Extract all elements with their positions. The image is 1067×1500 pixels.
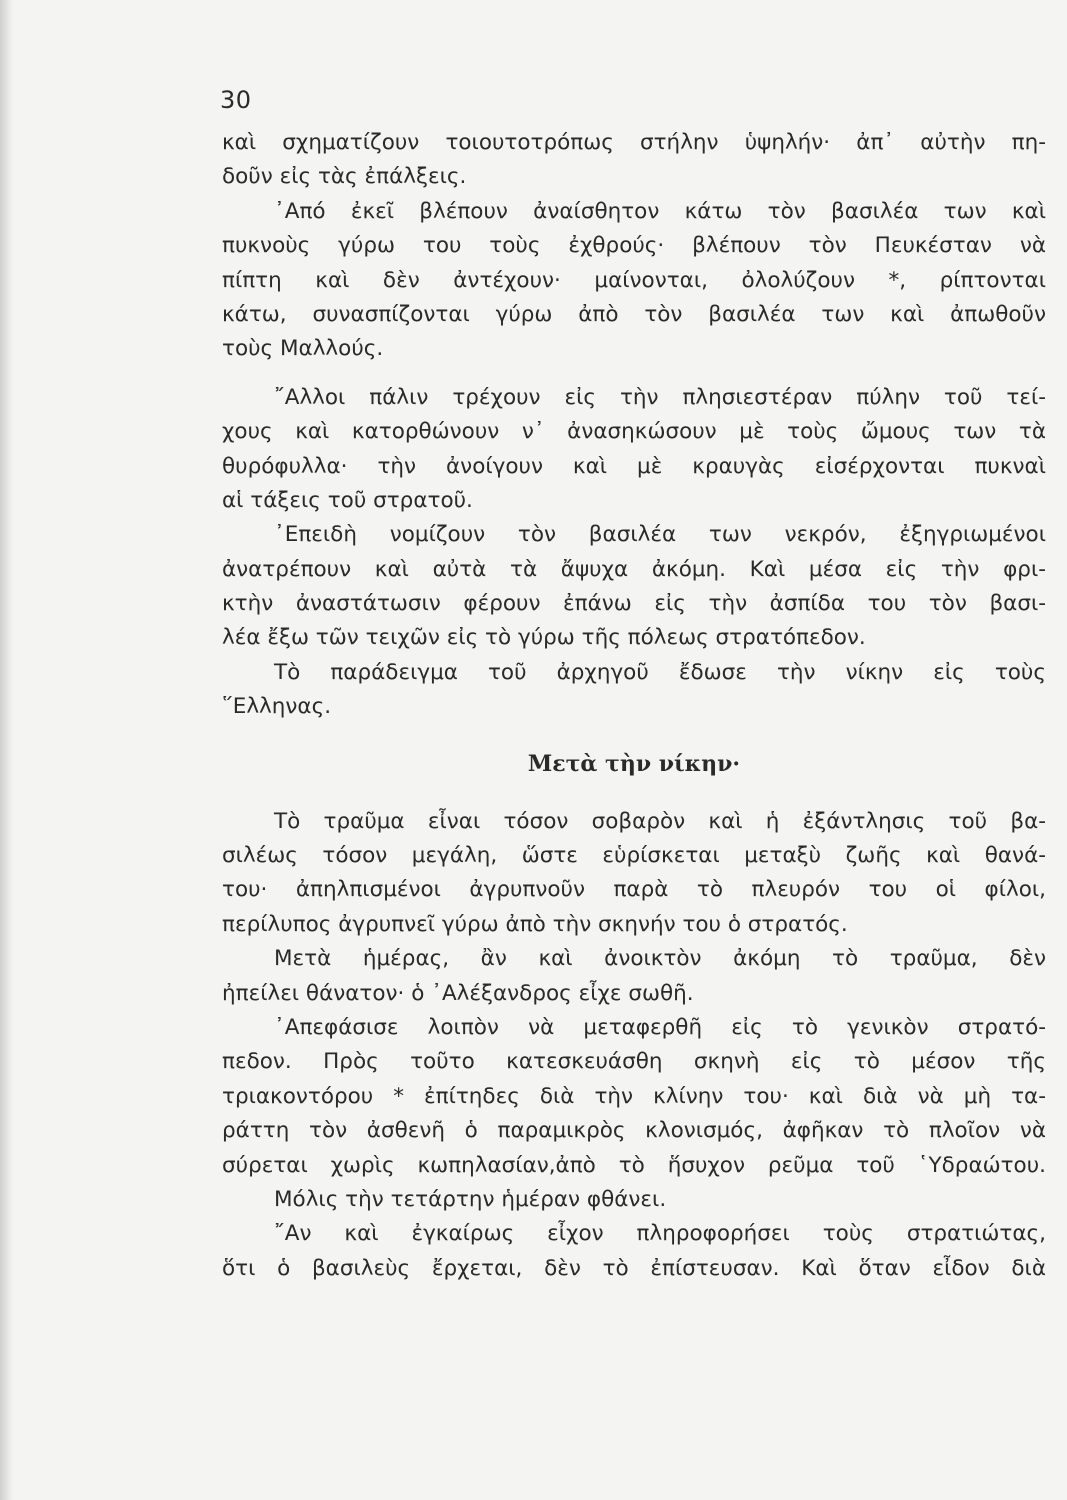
text-line: ᾽Από ἐκεῖ βλέπουν ἀναίσθητον κάτω τὸν βασιλέα των καὶ	[274, 198, 1046, 224]
text-line: θυρόφυλλα· τὴν ἀνοίγουν καὶ μὲ κραυγὰς εἰσέρχονται πυκναὶ	[222, 453, 1046, 479]
text-line: δοῦν εἰς τὰς ἐπάλξεις.	[222, 164, 467, 190]
text-line: πίπτη καὶ δὲν ἀντέχουν· μαίνονται, ὀλολύζουν *, ρίπτονται	[222, 267, 1046, 293]
text-line: καὶ σχηματίζουν τοιουτοτρόπως στήλην ὑψηλήν· ἀπ᾽ αὐτὴν πη-	[222, 130, 1046, 155]
text-line: ράττη τὸν ἀσθενῆ ὁ παραμικρὸς κλονισμός, ἀφῆκαν τὸ πλοῖον νὰ	[222, 1118, 1046, 1144]
text-line: του· ἀπηλπισμένοι ἀγρυπνοῦν παρὰ τὸ πλευρόν του οἱ φίλοι,	[222, 877, 1046, 903]
text-line: ῞Ελληνας.	[222, 694, 332, 720]
text-line: πυκνοὺς γύρω του τοὺς ἐχθρούς· βλέπουν τὸν Πευκέσταν νὰ	[222, 233, 1046, 259]
text-line: πεδον. Πρὸς τοῦτο κατεσκευάσθη σκηνὴ εἰς τὸ μέσον τῆς	[222, 1049, 1046, 1075]
page-number: 30	[220, 86, 252, 114]
page-binding-edge	[0, 0, 14, 1500]
text-line: Τὸ παράδειγμα τοῦ ἀρχηγοῦ ἔδωσε τὴν νίκην εἰς τοὺς	[274, 659, 1046, 685]
text-line: περίλυπος ἀγρυπνεῖ γύρω ἀπὸ τὴν σκηνήν του ὁ στρατός.	[222, 911, 848, 937]
text-line: Μετὰ ἡμέρας, ἂν καὶ ἀνοικτὸν ἀκόμη τὸ τραῦμα, δὲν	[274, 946, 1046, 972]
text-line: Μόλις τὴν τετάρτην ἡμέραν φθάνει.	[274, 1186, 667, 1212]
text-line: σύρεται χωρὶς κωπηλασίαν,ἀπὸ τὸ ἥσυχον ρεῦμα τοῦ ῾Υδραώτου.	[222, 1152, 1046, 1178]
paragraph-gap	[222, 367, 1046, 381]
text-line: ἀνατρέπουν καὶ αὐτὰ τὰ ἄψυχα ἀκόμη. Καὶ μέσα εἰς τὴν φρι-	[222, 556, 1046, 582]
text-line: Τὸ τραῦμα εἶναι τόσον σοβαρὸν καὶ ἡ ἐξάντλησις τοῦ βα-	[274, 808, 1046, 834]
text-line: αἱ τάξεις τοῦ στρατοῦ.	[222, 487, 473, 513]
text-line: λέα ἔξω τῶν τειχῶν εἰς τὸ γύρω τῆς πόλεως στρατόπεδον.	[222, 625, 866, 651]
text-line: κτὴν ἀναστάτωσιν φέρουν ἐπάνω εἰς τὴν ἀσπίδα του τὸν βασι-	[222, 591, 1046, 617]
text-line: ῎Αλλοι πάλιν τρέχουν εἰς τὴν πλησιεστέραν πύλην τοῦ τεί-	[274, 384, 1046, 410]
section-heading: Μετὰ τὴν νίκην·	[527, 750, 741, 777]
body-text	[222, 126, 1046, 1286]
text-line: ἠπείλει θάνατον· ὁ ᾽Αλέξανδρος εἶχε σωθῆ.	[222, 980, 694, 1006]
text-line: σιλέως τόσον μεγάλη, ὥστε εὑρίσκεται μεταξὺ ζωῆς καὶ θανά-	[222, 843, 1046, 869]
text-line: χους καὶ κατορθώνουν ν᾽ ἀνασηκώσουν μὲ τοὺς ὤμους των τὰ	[222, 419, 1046, 445]
text-line: ᾽Επειδὴ νομίζουν τὸν βασιλέα των νεκρόν, ἐξηγριωμένοι	[274, 522, 1046, 548]
text-line: τοὺς Μαλλούς.	[222, 336, 384, 362]
text-line: ῎Αν καὶ ἐγκαίρως εἶχον πληροφορήσει τοὺς στρατιώτας,	[274, 1221, 1046, 1247]
text-line: ὅτι ὁ βασιλεὺς ἔρχεται, δὲν τὸ ἐπίστευσαν. Καὶ ὅταν εἶδον διὰ	[222, 1255, 1046, 1281]
text-line: ᾽Απεφάσισε λοιπὸν νὰ μεταφερθῆ εἰς τὸ γενικὸν στρατό-	[274, 1014, 1046, 1040]
text-line: κάτω, συνασπίζονται γύρω ἀπὸ τὸν βασιλέα των καὶ ἀπωθοῦν	[222, 301, 1046, 327]
text-line: τριακοντόρου * ἐπίτηδες διὰ τὴν κλίνην του· καὶ διὰ νὰ μὴ τα-	[222, 1083, 1046, 1109]
